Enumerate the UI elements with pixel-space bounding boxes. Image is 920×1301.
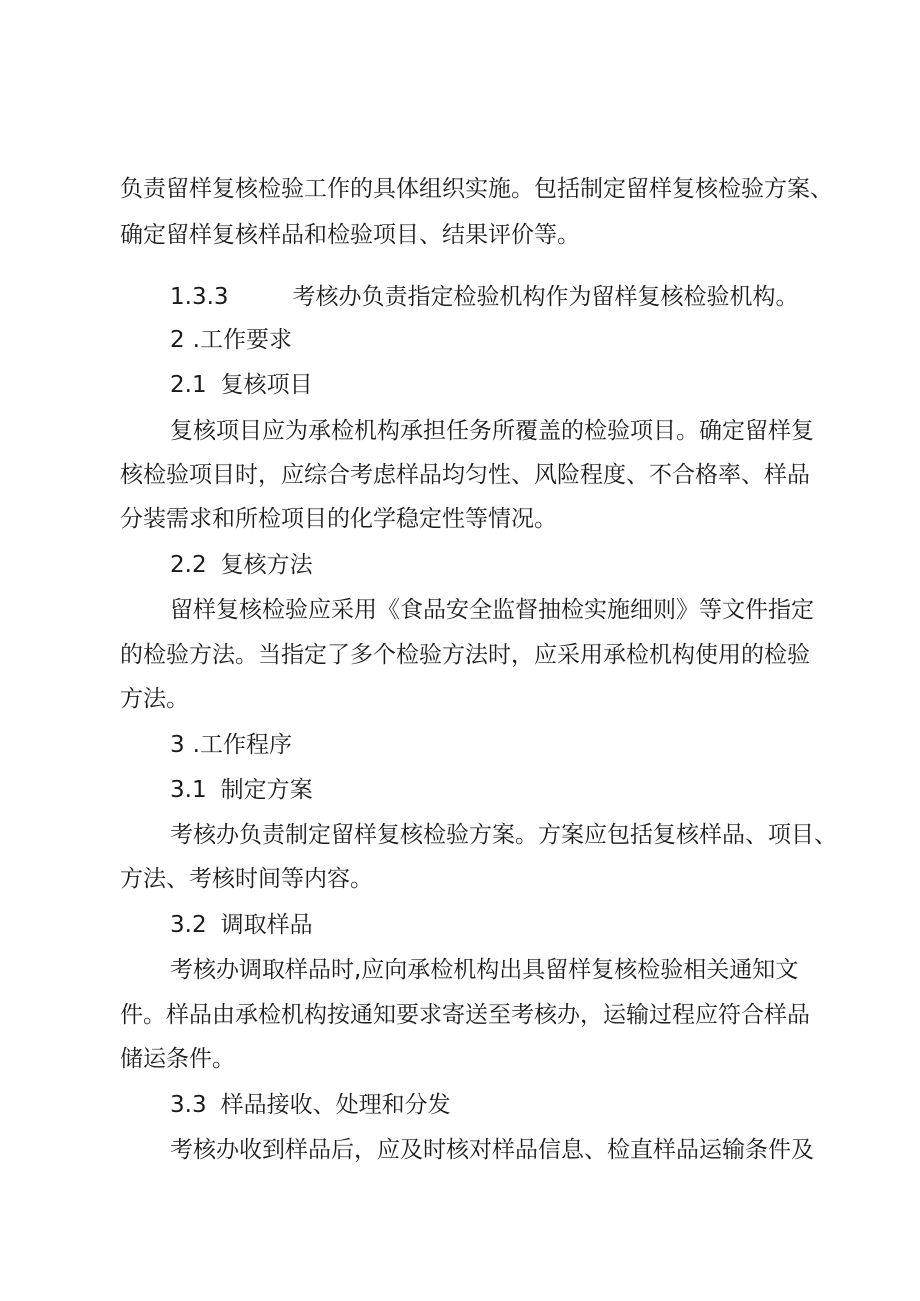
section-heading-3-2 — [170, 910, 313, 940]
section-number: 3.1 — [170, 777, 207, 803]
section-heading-3-3 — [170, 1090, 451, 1120]
section-heading-2-1 — [170, 370, 313, 400]
section-heading-2-2 — [170, 550, 313, 580]
paragraph-line: 留样复核检验应采用《食品安全监督抽检实施细则》等文件指定 — [170, 597, 814, 623]
paragraph-line: 考核办负责制定留样复核检验方案。方案应包括复核样品、项目、 — [170, 822, 837, 848]
paragraph-line: 方法。 — [120, 686, 189, 712]
section-number: 2 — [170, 327, 185, 353]
paragraph-line: 考核办调取样品时,应向承检机构出具留样复核检验相关通知文 — [170, 957, 799, 983]
section-number: 2.2 — [170, 552, 207, 578]
section-number: 2.1 — [170, 372, 207, 398]
section-heading-3-1 — [170, 775, 313, 805]
section-title: 制定方案 — [220, 777, 313, 803]
paragraph-line: 复核项目应为承检机构承担任务所覆盖的检验项目。确定留样复 — [170, 418, 814, 444]
paragraph-line: 储运条件。 — [120, 1046, 235, 1072]
clause-1-3-3 — [170, 282, 799, 312]
section-number: 3.3 — [170, 1092, 207, 1118]
section-title: .工作要求 — [192, 327, 292, 353]
section-heading-3 — [170, 730, 292, 760]
section-title: .工作程序 — [192, 732, 292, 758]
paragraph-line: 确定留样复核样品和检验项目、结果评价等。 — [120, 222, 580, 248]
paragraph-line: 负责留样复核检验工作的具体组织实施。包括制定留样复核检验方案、 — [120, 176, 833, 202]
section-number: 3.2 — [170, 912, 207, 938]
paragraph-line: 核检验项目时，应综合考虑样品均匀性、风险程度、不合格率、样品 — [120, 462, 810, 488]
clause-number: 1.3.3 — [170, 284, 229, 310]
paragraph-line: 的检验方法。当指定了多个检验方法时，应采用承检机构使用的检验 — [120, 642, 810, 668]
paragraph-line: 件。样品由承检机构按通知要求寄送至考核办，运输过程应符合样品 — [120, 1002, 810, 1028]
section-number: 3 — [170, 732, 185, 758]
section-heading-2 — [170, 325, 292, 355]
paragraph-line: 考核办收到样品后，应及时核对样品信息、检直样品运输条件及 — [170, 1137, 814, 1163]
clause-text: 考核办负责指定检验机构作为留样复核检验机构。 — [292, 284, 799, 310]
paragraph-line: 方法、考核时间等内容。 — [120, 866, 373, 892]
section-title: 复核方法 — [220, 552, 313, 578]
paragraph-line: 分装需求和所检项目的化学稳定性等情况。 — [120, 506, 557, 532]
section-title: 调取样品 — [220, 912, 313, 938]
section-title: 样品接收、处理和分发 — [220, 1092, 451, 1118]
section-title: 复核项目 — [220, 372, 313, 398]
